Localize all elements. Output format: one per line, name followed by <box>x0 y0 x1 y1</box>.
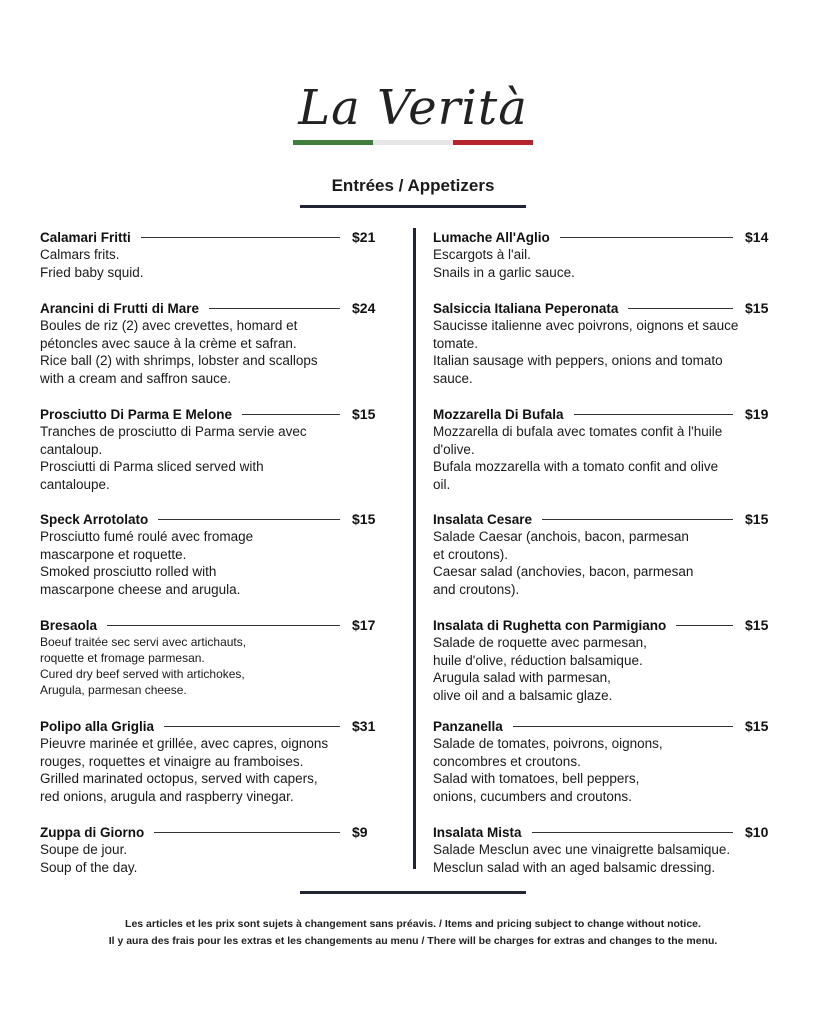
item-description: Calmars frits. Fried baby squid. <box>40 247 144 280</box>
footer-line-1: Les articles et les prix sont sujets à changement sans préavis. / Items and pricing subject to change without notice. <box>125 918 701 930</box>
item-description: Boeuf traitée sec servi avec artichauts, roquette et fromage parmesan. Cured dry beef served with artichokes, Arugula, parmesan cheese. <box>40 635 247 697</box>
item-description: Boules de riz (2) avec crevettes, homard et pétoncles avec sauce à la crème et safran. Rice ball (2) with shrimps, lobster and scallops with a cream and saffron sauce. <box>40 318 318 386</box>
restaurant-name: La Verità <box>298 80 528 136</box>
italian-flag-stripe <box>293 140 533 145</box>
item-description: Mozzarella di bufala avec tomates confit à l'huile d'olive. Bufala mozzarella with a tomato confit and olive oil. <box>433 424 723 492</box>
restaurant-logo <box>0 78 826 138</box>
dotted-leader <box>242 414 340 415</box>
item-description: Salade Mesclun avec une vinaigrette balsamique. Mesclun salad with an aged balsamic dressing. <box>433 842 731 875</box>
item-price: $15 <box>745 511 769 527</box>
item-price: $24 <box>352 300 376 316</box>
item-name: Insalata Mista <box>433 824 522 840</box>
dotted-leader <box>164 726 340 727</box>
dotted-leader <box>141 237 340 238</box>
footer-notice <box>0 916 826 950</box>
dotted-leader <box>560 237 733 238</box>
flag-green <box>293 140 373 145</box>
item-name: Mozzarella Di Bufala <box>433 406 564 422</box>
item-price: $14 <box>745 229 769 245</box>
menu-item <box>40 823 382 876</box>
menu-item <box>433 823 775 876</box>
item-price: $15 <box>745 617 769 633</box>
dotted-leader <box>676 625 733 626</box>
item-description: Saucisse italienne avec poivrons, oignons et sauce tomate. Italian sausage with peppers, onions and tomato sauce. <box>433 318 739 386</box>
dotted-leader <box>209 308 340 309</box>
menu-item <box>433 299 775 387</box>
item-price: $19 <box>745 406 769 422</box>
menu-item <box>433 228 775 281</box>
item-price: $17 <box>352 617 376 633</box>
item-description: Pieuvre marinée et grillée, avec capres, oignons rouges, roquettes et vinaigre au framboises. Grilled marinated octopus, served with capers, red onions, arugula and raspberry vinegar. <box>40 736 329 804</box>
item-description: Salade de roquette avec parmesan, huile d'olive, réduction balsamique. Arugula salad with parmesan, olive oil and a balsamic glaze. <box>433 635 647 703</box>
dotted-leader <box>107 625 340 626</box>
dotted-leader <box>513 726 733 727</box>
item-name: Insalata di Rughetta con Parmigiano <box>433 617 667 633</box>
item-price: $21 <box>352 229 376 245</box>
menu-item <box>40 717 382 805</box>
item-price: $10 <box>745 824 769 840</box>
item-name: Polipo alla Griglia <box>40 718 155 734</box>
dotted-leader <box>574 414 733 415</box>
footer-line-2: Il y aura des frais pour les extras et les changements au menu / There will be charges for extras and changes to the menu. <box>108 935 718 947</box>
top-rule <box>300 205 526 208</box>
menu-item <box>433 616 775 704</box>
menu-item <box>40 510 382 598</box>
menu-item <box>40 299 382 387</box>
item-name: Panzanella <box>433 718 503 734</box>
section-title: Entrées / Appetizers <box>331 176 495 195</box>
item-name: Zuppa di Giorno <box>40 824 145 840</box>
menu-item <box>40 405 382 493</box>
dotted-leader <box>158 519 340 520</box>
item-price: $15 <box>352 511 376 527</box>
item-price: $31 <box>352 718 376 734</box>
item-description: Salade de tomates, poivrons, oignons, concombres et croutons. Salad with tomatoes, bell peppers, onions, cucumbers and croutons. <box>433 736 663 804</box>
flag-white <box>373 140 453 145</box>
item-price: $15 <box>745 718 769 734</box>
item-description: Prosciutto fumé roulé avec fromage mascarpone et roquette. Smoked prosciutto rolled with mascarpone cheese and arugula. <box>40 529 254 597</box>
item-description: Tranches de prosciutto di Parma servie avec cantaloup. Prosciutti di Parma sliced served with cantaloupe. <box>40 424 307 492</box>
flag-red <box>453 140 533 145</box>
column-divider <box>413 228 416 869</box>
item-name: Prosciutto Di Parma E Melone <box>40 406 233 422</box>
dotted-leader <box>542 519 733 520</box>
item-name: Salsiccia Italiana Peperonata <box>433 300 619 316</box>
item-name: Insalata Cesare <box>433 511 533 527</box>
menu-item <box>40 228 382 281</box>
dotted-leader <box>154 832 340 833</box>
item-description: Soupe de jour. Soup of the day. <box>40 842 138 875</box>
menu-item <box>433 510 775 598</box>
item-price: $15 <box>745 300 769 316</box>
item-name: Lumache All'Aglio <box>433 229 550 245</box>
item-price: $9 <box>352 824 368 840</box>
dotted-leader <box>628 308 733 309</box>
item-name: Speck Arrotolato <box>40 511 149 527</box>
menu-item <box>433 405 775 493</box>
bottom-rule <box>300 891 526 894</box>
menu-item <box>40 616 382 698</box>
item-description: Salade Caesar (anchois, bacon, parmesan et croutons). Caesar salad (anchovies, bacon, parmesan and croutons). <box>433 529 694 597</box>
item-name: Calamari Fritti <box>40 229 131 245</box>
item-price: $15 <box>352 406 376 422</box>
item-description: Escargots à l'ail. Snails in a garlic sauce. <box>433 247 575 280</box>
menu-item <box>433 717 775 805</box>
item-name: Bresaola <box>40 617 98 633</box>
item-name: Arancini di Frutti di Mare <box>40 300 200 316</box>
dotted-leader <box>532 832 733 833</box>
